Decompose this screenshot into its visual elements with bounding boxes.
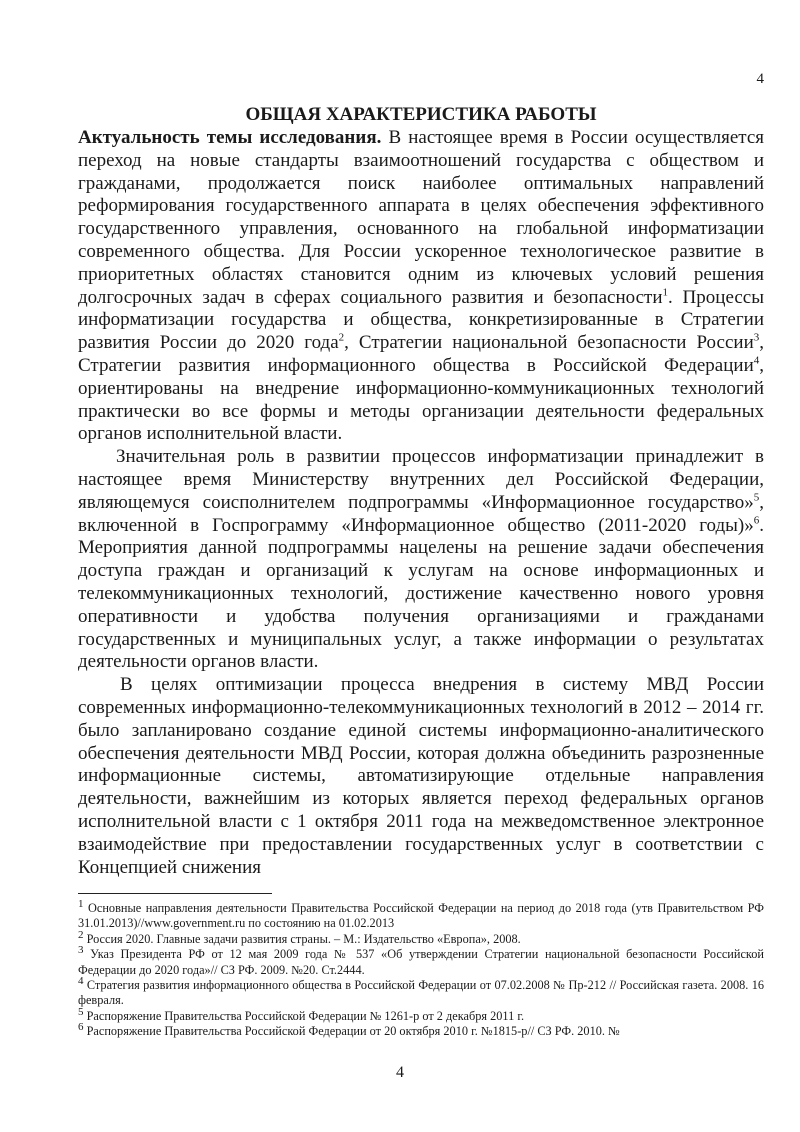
paragraph-optimization: В целях оптимизации процесса внедрения в систему МВД России современных информационно-телекоммуникационных технологий в 2012 – 2014 гг. было запланировано создание единой системы информационно-аналитического обеспечения деятельности МВД России, которая должна объединить разрозненные информационные системы, автоматизирующие отдельные направления деятельности, важнейшим из которых является переход федеральных органов исполнительной власти с 1 октября 2011 года на межведомственное электронное взаимодействие при предоставлении государственных услуг в соответствии с Концепцией снижения: [78, 674, 764, 878]
footnote-6: [78, 1021, 764, 1039]
footnote-3: [78, 944, 764, 978]
footnote-mark: 6: [78, 1021, 84, 1034]
footnote-text: Указ Президента РФ от 12 мая 2009 года № 537 «Об утверждении Стратегии национальной безопасности Российской Федерации до 2020 года»// СЗ РФ. 2009. №20. Ст.2444.: [78, 947, 764, 977]
footnote-ref-6[interactable]: 6: [753, 514, 760, 527]
footnote-2: [78, 928, 764, 947]
paragraph-text: . Мероприятия данной подпрограммы нацелены на решение задачи обеспечения доступа граждан и организаций к услугам на основе информационных и телекоммуникационных технологий, достижение качественно нового уровня оперативности и удобства получения организациями и гражданами государственных и муниципальных услуг, а также информации о результатах деятельности органов власти.: [78, 514, 764, 673]
footnote-mark: 3: [78, 944, 84, 957]
page-number-bottom: 4: [396, 1064, 404, 1081]
footnote-mark: 2: [78, 928, 84, 941]
footnote-4: [78, 974, 764, 1009]
footnote-ref-1[interactable]: 1: [662, 286, 668, 299]
footnote-ref-2[interactable]: 2: [338, 331, 345, 344]
paragraph-text: В настоящее время в России осуществляется переход на новые стандарты взаимоотношений государства с обществом и гражданами, продолжается поиск наиболее оптимальных направлений реформирования государственного аппарата в целях обеспечения эффективного государственного управления, основанного на глобальной информатизации современного общества. Для России ускоренное технологическое развитие в приоритетных областях становится одним из ключевых условий решения долгосрочных задач в сферах социального развития и безопасности: [78, 127, 764, 308]
footnote-text: Россия 2020. Главные задачи развития страны. – М.: Издательство «Европа», 2008.: [83, 931, 521, 946]
footnote-5: [78, 1005, 764, 1024]
main-text: [78, 103, 764, 879]
footnote-ref-5[interactable]: 5: [753, 491, 760, 504]
paragraph-text: Значительная роль в развитии процессов информатизации принадлежит в настоящее время Министерству внутренних дел Российской Федерации, являющемуся соисполнителем подпрограммы «Информационное государство»: [78, 446, 764, 513]
lead-heading: Актуальность темы исследования.: [78, 127, 382, 148]
footnote-text: Распоряжение Правительства Российской Федерации № 1261-р от 2 декабря 2011 г.: [83, 1008, 525, 1023]
paragraph-text: , Стратегии развития информационного общества в Российской Федерации: [78, 332, 764, 376]
section-title: ОБЩАЯ ХАРАКТЕРИСТИКА РАБОТЫ: [245, 104, 597, 125]
paragraph-text: , включенной в Госпрограмму «Информационное общество (2011-2020 годы)»: [78, 491, 764, 536]
footnote-mark: 5: [78, 1005, 84, 1018]
paragraph-text: , Стратегии национальной безопасности России: [344, 332, 754, 354]
footnote-separator: [78, 893, 272, 894]
page-number-top: 4: [756, 71, 764, 87]
footnote-text: Распоряжение Правительства Российской Федерации от 20 октября 2010 г. №1815-р// СЗ РФ. 2010. №: [83, 1024, 620, 1039]
paragraph-relevance: [78, 127, 764, 446]
footnote-mark: 4: [78, 974, 84, 987]
footnote-ref-3[interactable]: 3: [753, 331, 760, 344]
footnote-1: [78, 897, 764, 932]
paragraph-text: , ориентированы на внедрение информационно-коммуникационных технологий практически во все формы и методы организации деятельности федеральных органов исполнительной власти.: [78, 354, 764, 445]
footnote-ref-4[interactable]: 4: [753, 354, 760, 367]
paragraph-text: . Процессы информатизации государства и общества, конкретизированные в Стратегии развития России до 2020 года: [78, 286, 764, 354]
footnote-mark: 1: [78, 897, 84, 910]
footnote-text: Основные направления деятельности Правительства Российской Федерации на период до 2018 года (утв Правительством РФ 31.01.2013)//www.government.ru по состоянию на 01.02.2013: [78, 901, 764, 931]
footnotes: [78, 897, 764, 1040]
paragraph-mvd-role: [78, 446, 764, 674]
footnote-text: Стратегия развития информационного общества в Российской Федерации от 07.02.2008 № Пр-212 // Российская газета. 2008. 16 февраля.: [78, 978, 764, 1008]
